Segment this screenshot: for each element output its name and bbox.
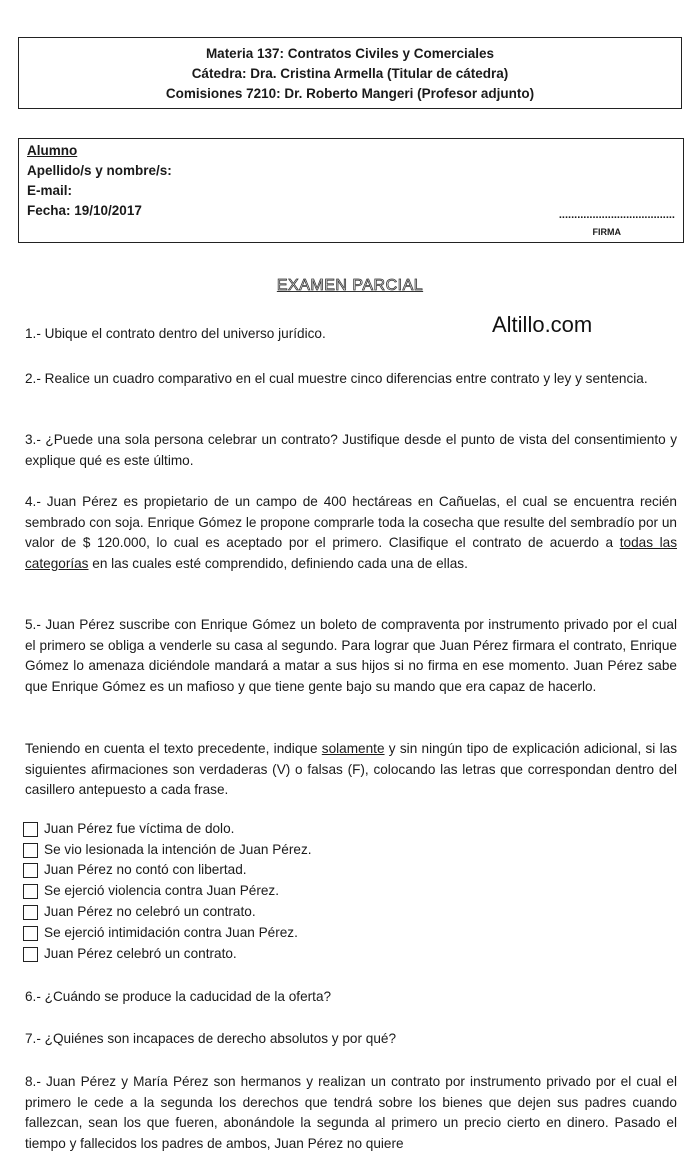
question-1: 1.- Ubique el contrato dentro del universo jurídico. bbox=[25, 326, 326, 341]
question-5-emphasis: solamente bbox=[321, 741, 385, 756]
statement-row bbox=[23, 861, 247, 879]
answer-checkbox[interactable] bbox=[23, 905, 38, 920]
course-header-box bbox=[18, 37, 682, 109]
question-4 bbox=[25, 492, 677, 574]
statement-row bbox=[23, 924, 298, 942]
email-field-label: E-mail: bbox=[27, 183, 73, 198]
signature-line: ...................................... bbox=[558, 209, 675, 221]
statement-text: Juan Pérez no celebró un contrato. bbox=[44, 904, 256, 919]
chair-line: Cátedra: Dra. Cristina Armella (Titular de cátedra) bbox=[191, 66, 509, 81]
statement-text: Se ejerció intimidación contra Juan Pérez. bbox=[44, 925, 298, 940]
answer-checkbox[interactable] bbox=[23, 863, 38, 878]
statement-row bbox=[23, 945, 237, 963]
answer-checkbox[interactable] bbox=[23, 926, 38, 941]
course-title: Materia 137: Contratos Civiles y Comerciales bbox=[205, 46, 495, 61]
question-5: 5.- Juan Pérez suscribe con Enrique Gómez un boleto de compraventa por instrumento privado por el cual el primero se obliga a venderle su casa al segundo. Para lograr que Juan Pérez firmara el contrato, Enrique Gómez lo amenaza diciéndole mandará a matar a sus hijos si no firma en ese momento. Juan Pérez sabe que Enrique Gómez es un mafioso y que tiene gente bajo su mando que era capaz de hacerlo. bbox=[25, 617, 677, 694]
statement-text: Se ejerció violencia contra Juan Pérez. bbox=[44, 883, 279, 898]
statement-text: Juan Pérez celebró un contrato. bbox=[44, 946, 237, 961]
question-8: 8.- Juan Pérez y María Pérez son hermanos y realizan un contrato por instrumento privado por el cual el primero le cede a la segunda los derechos que tendrá sobre los bienes que dejen sus padres cuando fallezcan, sean los que fueren, abonándole la segunda al primero un precio cierto en dinero. Pasado el tiempo y fallecidos los padres de ambos, Juan Pérez no quiere bbox=[25, 1074, 677, 1151]
question-2: 2.- Realice un cuadro comparativo en el cual muestre cinco diferencias entre contrato y ley y sentencia. bbox=[25, 371, 648, 386]
question-3: 3.- ¿Puede una sola persona celebrar un contrato? Justifique desde el punto de vista del consentimiento y explique qué es este último. bbox=[25, 432, 677, 468]
commission-line: Comisiones 7210: Dr. Roberto Mangeri (Profesor adjunto) bbox=[165, 86, 535, 101]
watermark: Altillo.com bbox=[492, 312, 593, 337]
statement-row bbox=[23, 903, 256, 921]
question-6: 6.- ¿Cuándo se produce la caducidad de la oferta? bbox=[25, 989, 332, 1004]
statement-text: Juan Pérez no contó con libertad. bbox=[44, 862, 247, 877]
answer-checkbox[interactable] bbox=[23, 822, 38, 837]
question-7: 7.- ¿Quiénes son incapaces de derecho absolutos y por qué? bbox=[25, 1031, 397, 1046]
statement-row bbox=[23, 882, 279, 900]
statement-text: Juan Pérez fue víctima de dolo. bbox=[44, 821, 235, 836]
answer-checkbox[interactable] bbox=[23, 947, 38, 962]
question-5-instr-a: Teniendo en cuenta el texto precedente, indique bbox=[25, 741, 322, 756]
answer-checkbox[interactable] bbox=[23, 843, 38, 858]
question-4-text-b: en las cuales esté comprendido, definiendo cada una de ellas. bbox=[88, 555, 468, 571]
question-4-emphasis: todas las categorías bbox=[25, 535, 677, 571]
name-field-label: Apellido/s y nombre/s: bbox=[27, 163, 172, 178]
statement-row bbox=[23, 841, 312, 859]
statement-row bbox=[23, 820, 234, 838]
signature-label: FIRMA bbox=[592, 227, 621, 237]
answer-checkbox[interactable] bbox=[23, 884, 38, 899]
student-section-label: Alumno bbox=[27, 143, 78, 158]
date-field-label: Fecha: 19/10/2017 bbox=[27, 203, 142, 218]
statement-text: Se vio lesionada la intención de Juan Pérez. bbox=[44, 842, 312, 857]
question-5-instructions bbox=[25, 739, 677, 801]
student-info-box bbox=[18, 138, 684, 243]
question-5-instr-b: y sin ningún tipo de explicación adicional, si las siguientes afirmaciones son verdaderas (V) o falsas (F), colocando las letras que correspondan dentro del casillero antepuesto a cada frase. bbox=[25, 741, 677, 797]
question-4-text-a: 4.- Juan Pérez es propietario de un campo de 400 hectáreas en Cañuelas, el cual se encuentra recién sembrado con soja. Enrique Gómez le propone comprarle toda la cosecha que resulte del sembradío por un valor de $ 120.000, lo cual es aceptado por el primero. Clasifique el contrato de acuerdo a bbox=[25, 494, 677, 550]
exam-title: EXAMEN PARCIAL bbox=[276, 277, 424, 294]
